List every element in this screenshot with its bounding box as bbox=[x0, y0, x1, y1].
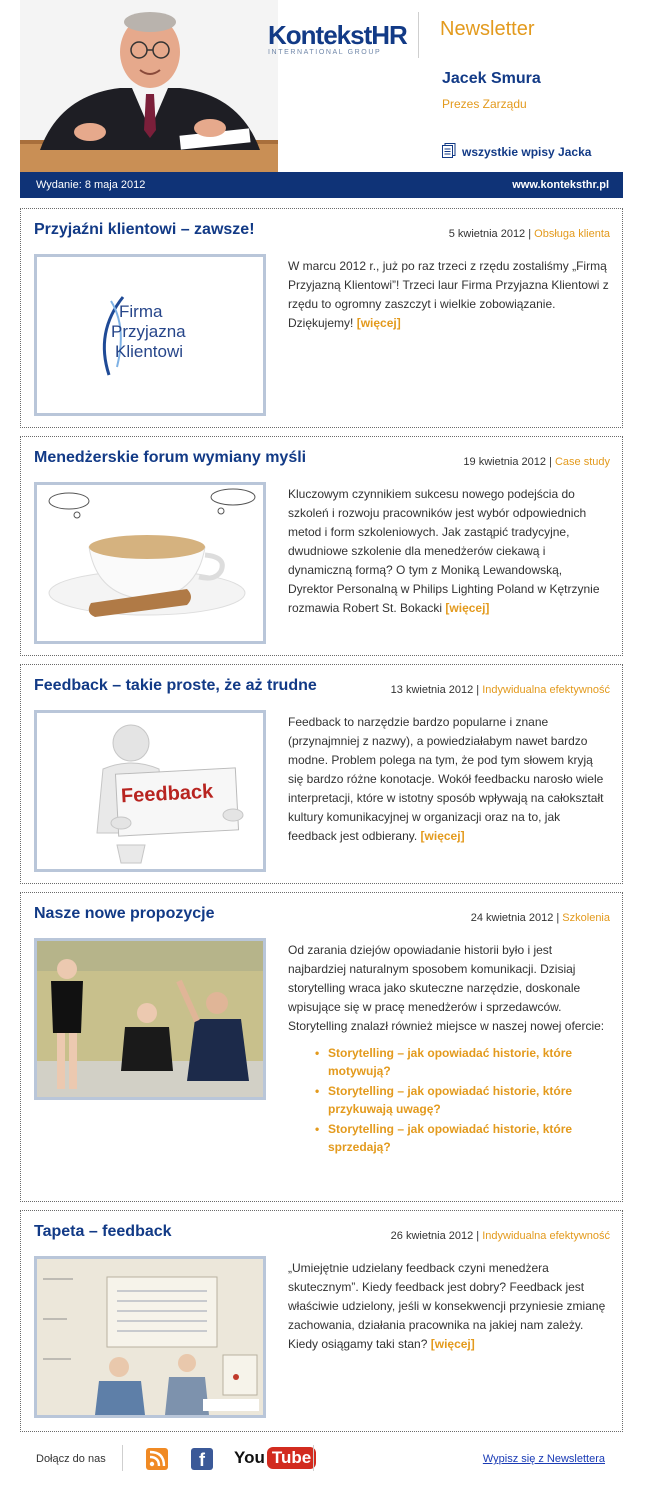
article-image[interactable] bbox=[34, 710, 266, 872]
footer-divider bbox=[313, 1445, 314, 1471]
offer-link[interactable]: Storytelling – jak opowiadać historie, które przykuwają uwagę? bbox=[328, 1084, 573, 1116]
article-meta: 19 kwietnia 2012 | Case study bbox=[463, 456, 610, 468]
article-card bbox=[20, 1210, 623, 1432]
article-body: Feedback to narzędzie bardzo popularne i znane (przynajmniej z nazwy), a powiedziałabym nawet bardzo modne. Problem polega na tym, że pod tym słowem kryją się bardzo różne konotacje. Wokół feedbacku narosło wiele interpretacji, które w istotny sposób wpływają na całokształt kultury komunikacyjnej w organizacji oraz na to, jak feedback jest odbierany. [więcej] bbox=[288, 715, 604, 843]
newsletter-label: Newsletter bbox=[440, 18, 535, 40]
article-card bbox=[20, 892, 623, 1202]
article-category[interactable]: Indywidualna efektywność bbox=[482, 1230, 610, 1242]
read-more-link[interactable]: [więcej] bbox=[445, 601, 490, 615]
article-image[interactable]: Firma Przyjazna Klientowi bbox=[34, 254, 266, 416]
offer-link[interactable]: Storytelling – jak opowiadać historie, które sprzedają? bbox=[328, 1122, 573, 1154]
read-more-link[interactable]: [więcej] bbox=[356, 316, 401, 330]
article-body: W marcu 2012 r., już po raz trzeci z rzędu zostaliśmy „Firmą Przyjazną Klientowi”! Trzeci laur Firma Przyjazna Klientowi z rzędu to ogromny zaszczyt i wielkie zobowiązanie. Dziękujemy! [więcej] bbox=[288, 259, 609, 330]
article-title[interactable]: Tapeta – feedback bbox=[34, 1223, 172, 1240]
konteksthr-logo: KontekstHR INTERNATIONAL GROUP bbox=[268, 20, 407, 56]
author-role: Prezes Zarządu bbox=[442, 97, 527, 111]
facebook-icon[interactable]: f bbox=[191, 1448, 213, 1470]
offer-link[interactable]: Storytelling – jak opowiadać historie, które motywują? bbox=[328, 1046, 573, 1078]
offer-link-item[interactable] bbox=[328, 1082, 610, 1118]
issue-bar bbox=[20, 172, 623, 198]
issue-date: Wydanie: 8 maja 2012 bbox=[36, 179, 146, 191]
youtube-icon[interactable]: You Tube bbox=[234, 1446, 316, 1470]
article-body: Od zarania dziejów opowiadanie historii było i jest najbardziej naturalnym sposobem komunikacji. Dzisiaj storytelling wraca jako skuteczne narzędzie, doskonale wpisujące się w pracę menedżerów i sprzedawców. Storytelling znalazł również miejsce w naszej nowej ofercie: • Storytelling – jak opowiadać historie, które motywują? • Storytelling – jak opowiadać historie, które przykuwają uwagę? • Storytelling – jak opowiadać historie, które sprzedają? bbox=[288, 941, 610, 1158]
ceo-portrait bbox=[20, 0, 278, 172]
article-card bbox=[20, 208, 623, 428]
article-title[interactable]: Feedback – takie proste, że aż trudne bbox=[34, 677, 317, 694]
article-body: Kluczowym czynnikiem sukcesu nowego podejścia do szkoleń i rozwoju pracowników jest wybór odpowiednich metod i form szkoleniowych. Jak zastąpić tradycyjne, dwudniowe szkolenie dla menedżerów ciekawą i dynamiczną formą? O tym z Moniką Lewandowską, Dyrektor Personalną w Philips Lighting Poland w Kętrzynie rozmawia Robert St. Bokacki [więcej] bbox=[288, 487, 600, 615]
article-image[interactable] bbox=[34, 1256, 266, 1418]
newsletter-footer bbox=[20, 1437, 623, 1481]
article-meta: 13 kwietnia 2012 | Indywidualna efektywność bbox=[390, 684, 610, 696]
all-posts-link[interactable]: wszystkie wpisy Jacka bbox=[442, 143, 591, 161]
article-image[interactable] bbox=[34, 938, 266, 1100]
article-title[interactable]: Nasze nowe propozycje bbox=[34, 905, 215, 922]
offer-link-item[interactable] bbox=[328, 1120, 610, 1156]
rss-icon[interactable] bbox=[146, 1448, 168, 1470]
footer-divider bbox=[122, 1445, 123, 1471]
article-category[interactable]: Obsługa klienta bbox=[534, 228, 610, 240]
article-category[interactable]: Szkolenia bbox=[562, 912, 610, 924]
read-more-link[interactable]: [więcej] bbox=[430, 1337, 475, 1351]
offer-links-list bbox=[288, 1044, 610, 1156]
article-meta: 5 kwietnia 2012 | Obsługa klienta bbox=[448, 228, 610, 240]
article-title[interactable]: Przyjaźni klientowi – zawsze! bbox=[34, 221, 255, 238]
article-card bbox=[20, 664, 623, 884]
author-name: Jacek Smura bbox=[442, 70, 541, 87]
article-card bbox=[20, 436, 623, 656]
document-icon bbox=[442, 143, 456, 161]
article-meta: 24 kwietnia 2012 | Szkolenia bbox=[470, 912, 610, 924]
article-category[interactable]: Case study bbox=[554, 456, 610, 468]
website-link[interactable]: www.konteksthr.pl bbox=[512, 179, 609, 191]
article-image[interactable] bbox=[34, 482, 266, 644]
read-more-link[interactable]: [więcej] bbox=[420, 829, 465, 843]
article-title[interactable]: Menedżerskie forum wymiany myśli bbox=[34, 449, 307, 466]
offer-link-item[interactable] bbox=[328, 1044, 610, 1080]
article-category[interactable]: Indywidualna efektywność bbox=[482, 684, 610, 696]
feedback-sign-text: Feedback bbox=[120, 780, 214, 808]
header-divider bbox=[418, 12, 419, 58]
join-us-label: Dołącz do nas bbox=[36, 1453, 106, 1465]
article-meta: 26 kwietnia 2012 | Indywidualna efektywność bbox=[390, 1230, 610, 1242]
article-body: „Umiejętnie udzielany feedback czyni menedżera skutecznym”. Kiedy feedback jest dobry? Feedback jest właściwie udzielony, jeśli w konsekwencji przyniesie zmianę zachowania, działania pracownika na jakiej nam zależy. Kiedy osiągamy taki stan? [więcej] bbox=[288, 1261, 606, 1351]
newsletter-header bbox=[20, 0, 623, 172]
unsubscribe-link[interactable]: Wypisz się z Newslettera bbox=[482, 1453, 605, 1465]
